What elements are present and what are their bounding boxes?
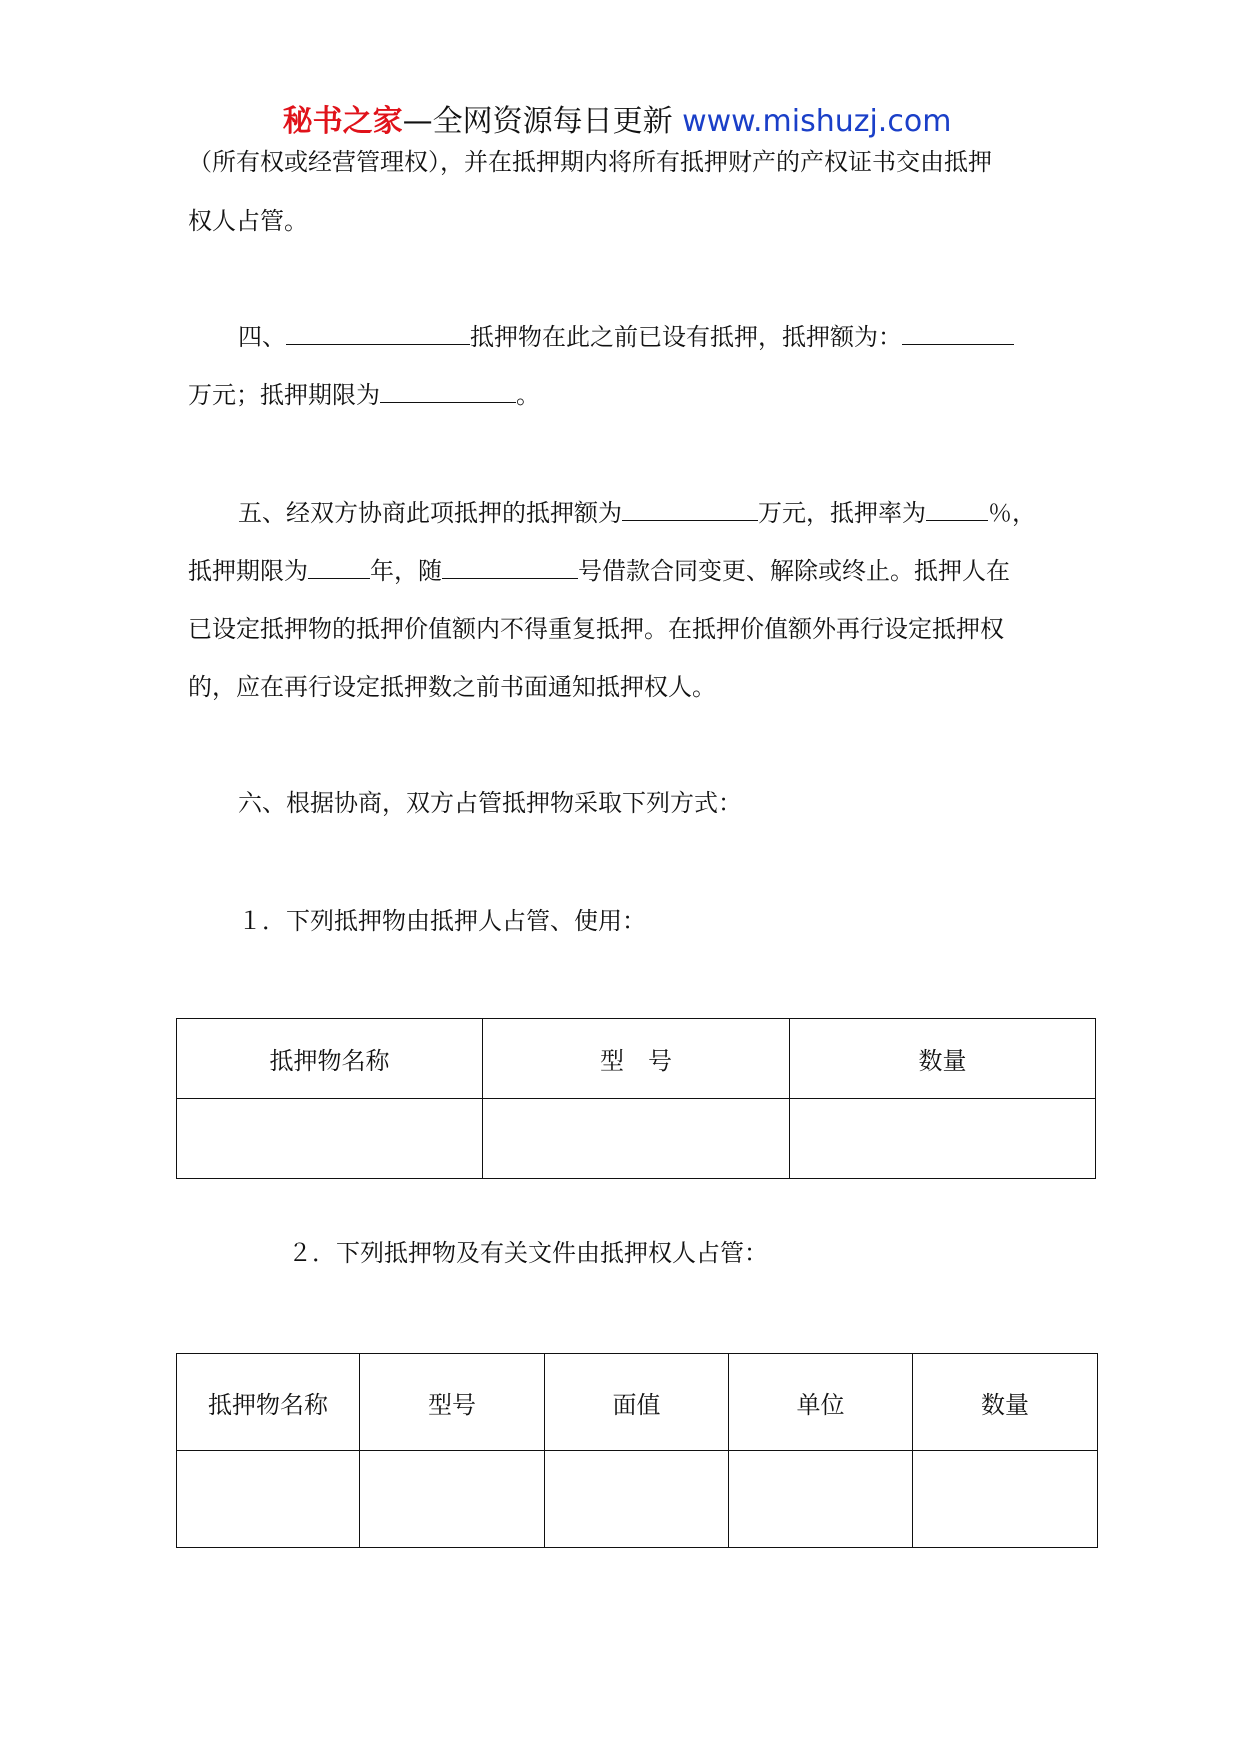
header-item-name: 抵押物名称 <box>177 1354 360 1451</box>
mortgagee-held-items-table <box>176 1353 1098 1548</box>
clause-4-line-2 <box>188 379 540 411</box>
cell-unit[interactable] <box>729 1451 913 1548</box>
clause-5-line-1 <box>238 497 1036 529</box>
header-unit: 单位 <box>729 1354 913 1451</box>
brand-name: 秘书之家 <box>282 104 403 139</box>
clause-5-text-e: 年，随 <box>370 557 442 585</box>
clause-5-text-b: 万元，抵押率为 <box>758 499 926 527</box>
prior-collateral-blank[interactable] <box>286 322 470 345</box>
clause-5-line-3: 已设定抵押物的抵押价值额内不得重复抵押。在抵押价值额外再行设定抵押权 <box>188 615 1004 643</box>
paragraph-3-line-2: 权人占管。 <box>188 207 308 235</box>
mortgage-rate-blank[interactable] <box>926 498 988 521</box>
clause-5-text-c: ％， <box>988 499 1036 527</box>
clause-5-line-2 <box>188 555 1010 587</box>
clause-5-text-f: 号借款合同变更、解除或终止。抵押人在 <box>578 557 1010 585</box>
table-row <box>177 1099 1096 1179</box>
cell-item-name[interactable] <box>177 1451 360 1548</box>
cell-model[interactable] <box>483 1099 790 1179</box>
clause-4-end: 。 <box>516 381 540 409</box>
header-quantity: 数量 <box>913 1354 1098 1451</box>
cell-quantity[interactable] <box>913 1451 1098 1548</box>
header-slogan: —全网资源每日更新 <box>402 104 673 139</box>
clause-4-number: 四、 <box>238 323 286 351</box>
header-face-value: 面值 <box>545 1354 729 1451</box>
header-item-name: 抵押物名称 <box>177 1019 483 1099</box>
clause-5-text-a: 五、经双方协商此项抵押的抵押额为 <box>238 499 622 527</box>
clause-4-line-1 <box>238 321 1014 353</box>
cell-model[interactable] <box>360 1451 545 1548</box>
site-url-link[interactable]: www.mishuzj.com <box>672 104 952 139</box>
clause-5-text-d: 抵押期限为 <box>188 557 308 585</box>
loan-contract-number-blank[interactable] <box>442 556 578 579</box>
mortgage-amount-blank[interactable] <box>622 498 758 521</box>
cell-face-value[interactable] <box>545 1451 729 1548</box>
cell-item-name[interactable] <box>177 1099 483 1179</box>
clause-6: 六、根据协商，双方占管抵押物采取下列方式： <box>238 789 742 817</box>
mortgagor-held-items-table <box>176 1018 1096 1179</box>
item-1-heading: １．下列抵押物由抵押人占管、使用： <box>238 907 646 935</box>
clause-4-text: 抵押物在此之前已设有抵押，抵押额为： <box>470 323 902 351</box>
header-model: 型号 <box>360 1354 545 1451</box>
prior-amount-blank[interactable] <box>902 322 1014 345</box>
clause-4-unit-text: 万元；抵押期限为 <box>188 381 380 409</box>
site-header <box>0 102 1234 142</box>
header-model: 型 号 <box>483 1019 790 1099</box>
prior-term-blank[interactable] <box>380 380 516 403</box>
clause-5-line-4: 的，应在再行设定抵押数之前书面通知抵押权人。 <box>188 673 716 701</box>
cell-quantity[interactable] <box>790 1099 1096 1179</box>
item-2-heading: ２．下列抵押物及有关文件由抵押权人占管： <box>288 1239 768 1267</box>
paragraph-3-line-1: （所有权或经营管理权），并在抵押期内将所有抵押财产的产权证书交由抵押 <box>188 148 992 176</box>
table-header-row <box>177 1354 1098 1451</box>
table-header-row <box>177 1019 1096 1099</box>
mortgage-term-blank[interactable] <box>308 556 370 579</box>
table-row <box>177 1451 1098 1548</box>
header-quantity: 数量 <box>790 1019 1096 1099</box>
